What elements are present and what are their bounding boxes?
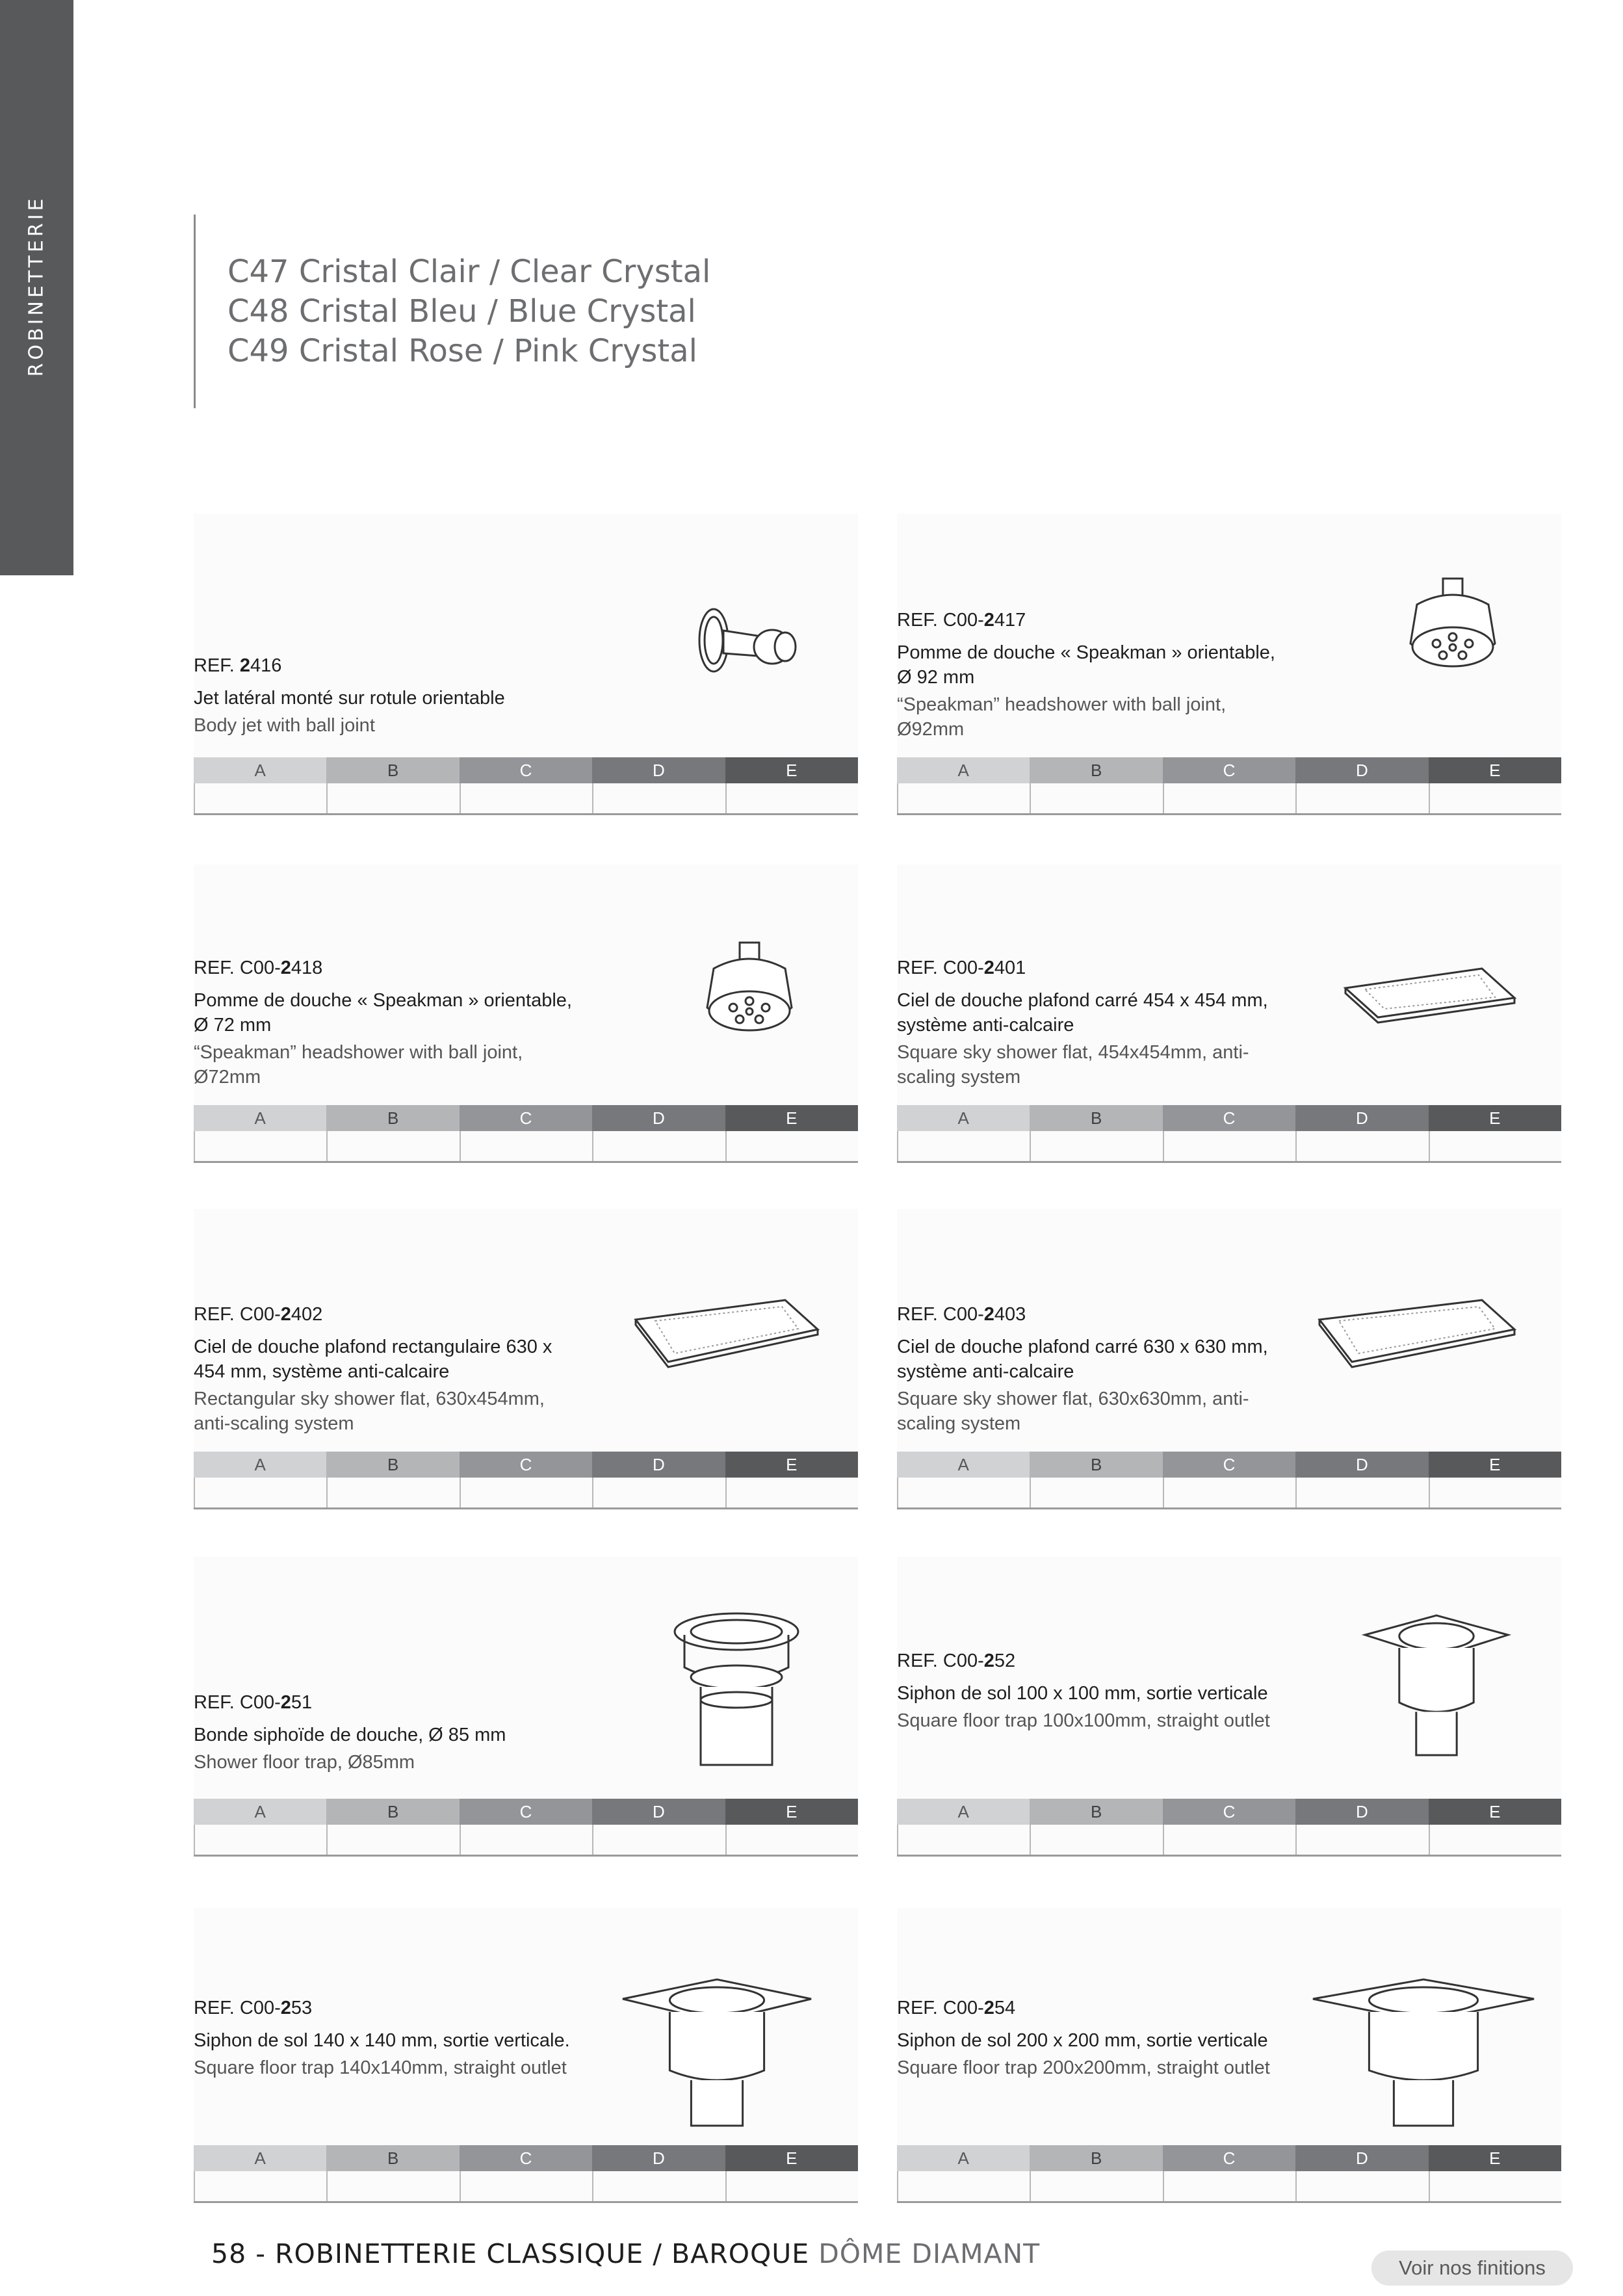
product-texts: [897, 608, 1287, 742]
finish-header-d: D: [1295, 1105, 1428, 1131]
finish-table: [897, 2145, 1561, 2202]
finish-header-e: E: [1429, 2145, 1561, 2171]
finish-cell-a: [897, 1478, 1030, 1507]
finish-header-b: B: [326, 1105, 459, 1131]
product-description-fr: Ciel de douche plafond carré 630 x 630 mm, système anti-calcaire: [897, 1337, 1268, 1382]
finish-cell-e: [725, 783, 858, 813]
finish-header-d: D: [592, 1105, 725, 1131]
product-card: [194, 865, 858, 1162]
sky-shower-large-icon: [1313, 1294, 1521, 1374]
finish-header-b: B: [1030, 2145, 1162, 2171]
side-tab: [0, 0, 73, 575]
finish-table-row: [194, 1131, 858, 1163]
product-ref: REF. C00-254: [897, 1998, 1016, 2018]
finish-header-c: C: [460, 2145, 592, 2171]
finish-cell-a: [194, 1825, 326, 1855]
square-floor-trap-large-icon: [1300, 1973, 1547, 2138]
product-texts: [194, 1996, 584, 2080]
finish-header-b: B: [326, 757, 459, 783]
product-ref: REF. C00-252: [897, 1650, 1016, 1671]
finish-header-d: D: [592, 757, 725, 783]
finish-header-e: E: [1429, 757, 1561, 783]
finish-cell-a: [897, 1825, 1030, 1855]
product-description-fr: Jet latéral monté sur rotule orientable: [194, 688, 505, 709]
product-card: [897, 514, 1561, 815]
finish-header-a: A: [897, 2145, 1030, 2171]
product-description-en: Square floor trap 140x140mm, straight outlet: [194, 2057, 567, 2078]
finish-table: [194, 1105, 858, 1162]
finish-table-header: [897, 2145, 1561, 2171]
product-ref: REF. C00-2417: [897, 610, 1026, 631]
finish-table-row: [897, 2171, 1561, 2203]
product-ref: REF. C00-251: [194, 1692, 313, 1713]
product-card: [194, 1557, 858, 1856]
finish-cell-d: [592, 2171, 725, 2201]
product-texts: [194, 1690, 584, 1775]
product-description-fr: Siphon de sol 140 x 140 mm, sortie verticale.: [194, 2030, 570, 2051]
product-description-en: Shower floor trap, Ø85mm: [194, 1752, 415, 1773]
finish-cell-b: [1030, 2171, 1162, 2201]
finish-cell-a: [194, 2171, 326, 2201]
page-number: 58: [211, 2238, 247, 2269]
finish-header-e: E: [1429, 1105, 1561, 1131]
product-card: [194, 1908, 858, 2202]
product-card: [897, 865, 1561, 1162]
finish-cell-d: [1295, 2171, 1428, 2201]
title-line-blue-crystal: C48 Cristal Bleu / Blue Crystal: [227, 293, 696, 330]
finish-cell-b: [1030, 1825, 1162, 1855]
finish-header-a: A: [194, 757, 326, 783]
product-card: [194, 1209, 858, 1509]
product-card: [897, 1209, 1561, 1509]
finish-table: [897, 1799, 1561, 1856]
product-description-en: “Speakman” headshower with ball joint, Ø92mm: [897, 694, 1227, 740]
finish-header-c: C: [1163, 2145, 1295, 2171]
product-description-en: Square floor trap 100x100mm, straight outlet: [897, 1710, 1270, 1731]
finish-header-b: B: [326, 1799, 459, 1825]
finish-header-c: C: [1163, 1799, 1295, 1825]
finish-cell-a: [194, 1478, 326, 1507]
finish-cell-e: [1429, 1131, 1561, 1161]
finish-header-a: A: [194, 1799, 326, 1825]
product-description-fr: Ciel de douche plafond carré 454 x 454 mm, système anti-calcaire: [897, 990, 1268, 1036]
product-texts: [194, 653, 584, 738]
product-ref: REF. C00-2402: [194, 1304, 323, 1325]
finish-header-b: B: [1030, 1452, 1162, 1478]
finish-cell-c: [1163, 783, 1295, 813]
finish-table-header: [897, 1105, 1561, 1131]
finish-cell-b: [326, 1478, 459, 1507]
finish-cell-e: [725, 1825, 858, 1855]
product-description-fr: Pomme de douche « Speakman » orientable, Ø 92 mm: [897, 642, 1275, 688]
finish-cell-c: [1163, 1825, 1295, 1855]
finish-table: [897, 1452, 1561, 1509]
finish-header-e: E: [725, 1452, 858, 1478]
finish-header-e: E: [725, 2145, 858, 2171]
finish-title-block: [227, 252, 710, 371]
finish-table-header: [194, 1105, 858, 1131]
finish-header-e: E: [725, 1799, 858, 1825]
finish-cell-d: [1295, 1825, 1428, 1855]
product-texts: [194, 956, 584, 1089]
product-description-en: Rectangular sky shower flat, 630x454mm, anti-scaling system: [194, 1389, 545, 1434]
finish-header-d: D: [1295, 757, 1428, 783]
finish-header-a: A: [194, 1105, 326, 1131]
finish-table: [194, 1452, 858, 1509]
finish-table-header: [194, 2145, 858, 2171]
finish-cell-b: [1030, 1478, 1162, 1507]
finish-table-header: [194, 1452, 858, 1478]
finish-header-a: A: [897, 1105, 1030, 1131]
finish-cell-c: [460, 1131, 592, 1161]
footer-collection: DÔME DIAMANT: [818, 2238, 1041, 2269]
finish-header-b: B: [1030, 1105, 1162, 1131]
finish-header-c: C: [1163, 1452, 1295, 1478]
finish-cell-c: [1163, 2171, 1295, 2201]
product-texts: [194, 1302, 584, 1436]
finish-cell-d: [592, 1825, 725, 1855]
finish-cell-e: [725, 1478, 858, 1507]
product-description-en: Body jet with ball joint: [194, 715, 375, 736]
finish-cell-e: [1429, 2171, 1561, 2201]
finish-table-row: [897, 1825, 1561, 1857]
finish-cell-b: [326, 783, 459, 813]
finish-cell-b: [326, 1825, 459, 1855]
finish-header-b: B: [326, 2145, 459, 2171]
finish-cell-c: [460, 1825, 592, 1855]
product-texts: [897, 1649, 1287, 1733]
finish-cell-d: [592, 783, 725, 813]
finish-header-b: B: [1030, 1799, 1162, 1825]
finish-header-a: A: [194, 2145, 326, 2171]
finish-table: [897, 757, 1561, 815]
product-ref: REF. 2416: [194, 655, 282, 676]
finish-header-c: C: [460, 1105, 592, 1131]
finish-table-row: [194, 2171, 858, 2203]
product-description-en: Square sky shower flat, 454x454mm, anti-scaling system: [897, 1042, 1249, 1088]
finish-table-row: [194, 1825, 858, 1857]
sky-shower-rect-icon: [629, 1294, 824, 1374]
finish-table: [897, 1105, 1561, 1162]
title-rule: [194, 215, 196, 408]
finish-cell-d: [1295, 783, 1428, 813]
finish-table-row: [194, 1478, 858, 1509]
product-card: [897, 1908, 1561, 2202]
finish-cell-b: [1030, 1131, 1162, 1161]
finish-header-c: C: [460, 757, 592, 783]
finish-cell-e: [1429, 1478, 1561, 1507]
finish-table: [194, 1799, 858, 1856]
finish-header-a: A: [897, 1452, 1030, 1478]
finish-cell-c: [1163, 1131, 1295, 1161]
finish-cell-a: [897, 1131, 1030, 1161]
finish-cell-b: [326, 1131, 459, 1161]
finish-table-row: [897, 1131, 1561, 1163]
product-ref: REF. C00-2403: [897, 1304, 1026, 1325]
finish-cell-c: [1163, 1478, 1295, 1507]
finish-header-e: E: [725, 757, 858, 783]
title-line-pink-crystal: C49 Cristal Rose / Pink Crystal: [227, 333, 697, 369]
finish-header-d: D: [1295, 1799, 1428, 1825]
finish-cell-e: [725, 2171, 858, 2201]
finish-header-a: A: [897, 757, 1030, 783]
finish-table: [194, 757, 858, 815]
finish-cell-c: [460, 2171, 592, 2201]
finish-table-header: [897, 1799, 1561, 1825]
finish-cell-c: [460, 1478, 592, 1507]
product-ref: REF. C00-253: [194, 1998, 313, 2018]
finish-cell-a: [194, 1131, 326, 1161]
headshower-large-icon: [1391, 572, 1514, 679]
side-tab-label: ROBINETTERIE: [25, 195, 48, 377]
page-footer: 58 - ROBINETTERIE CLASSIQUE / BAROQUE DÔME DIAMANT: [211, 2238, 1041, 2269]
finish-header-c: C: [1163, 1105, 1295, 1131]
product-ref: REF. C00-2418: [194, 958, 323, 978]
product-texts: [897, 956, 1287, 1089]
finish-cell-d: [592, 1131, 725, 1161]
finish-table-header: [194, 1799, 858, 1825]
finish-cell-b: [1030, 783, 1162, 813]
voir-finitions-button[interactable]: Voir nos finitions: [1371, 2250, 1573, 2286]
finish-header-c: C: [460, 1452, 592, 1478]
finish-header-d: D: [1295, 1452, 1428, 1478]
product-description-fr: Pomme de douche « Speakman » orientable, Ø 72 mm: [194, 990, 572, 1036]
product-texts: [897, 1302, 1287, 1436]
headshower-small-icon: [688, 936, 811, 1036]
finish-table-row: [897, 1478, 1561, 1509]
finish-cell-b: [326, 2171, 459, 2201]
finish-header-d: D: [1295, 2145, 1428, 2171]
finish-cell-d: [1295, 1131, 1428, 1161]
finish-header-e: E: [1429, 1452, 1561, 1478]
product-description-fr: Bonde siphoïde de douche, Ø 85 mm: [194, 1725, 506, 1745]
finish-table: [194, 2145, 858, 2202]
finish-table-header: [897, 1452, 1561, 1478]
square-floor-trap-small-icon: [1352, 1609, 1521, 1768]
product-ref: REF. C00-2401: [897, 958, 1026, 978]
finish-header-a: A: [897, 1799, 1030, 1825]
product-description-en: “Speakman” headshower with ball joint, Ø72mm: [194, 1042, 523, 1088]
title-line-clear-crystal: C47 Cristal Clair / Clear Crystal: [227, 254, 711, 290]
finish-header-e: E: [725, 1105, 858, 1131]
finish-cell-a: [194, 783, 326, 813]
finish-cell-a: [897, 2171, 1030, 2201]
finish-cell-d: [1295, 1478, 1428, 1507]
finish-header-b: B: [326, 1452, 459, 1478]
finish-header-a: A: [194, 1452, 326, 1478]
body-jet-icon: [688, 592, 811, 692]
finish-cell-d: [592, 1478, 725, 1507]
product-description-en: Square sky shower flat, 630x630mm, anti-scaling system: [897, 1389, 1249, 1434]
finish-header-b: B: [1030, 757, 1162, 783]
finish-table-row: [194, 783, 858, 815]
square-floor-trap-medium-icon: [610, 1973, 824, 2138]
finish-cell-e: [1429, 1825, 1561, 1855]
finish-header-c: C: [1163, 757, 1295, 783]
finish-cell-c: [460, 783, 592, 813]
product-description-fr: Siphon de sol 100 x 100 mm, sortie verticale: [897, 1683, 1268, 1704]
product-texts: [897, 1996, 1287, 2080]
finish-cell-e: [1429, 783, 1561, 813]
finish-header-d: D: [592, 1799, 725, 1825]
finish-table-header: [194, 757, 858, 783]
footer-section: ROBINETTERIE CLASSIQUE / BAROQUE: [275, 2238, 819, 2269]
finish-cell-a: [897, 783, 1030, 813]
product-description-fr: Siphon de sol 200 x 200 mm, sortie verticale: [897, 2030, 1268, 2051]
finish-header-c: C: [460, 1799, 592, 1825]
finish-header-e: E: [1429, 1799, 1561, 1825]
product-card: [194, 514, 858, 815]
finish-table-header: [897, 757, 1561, 783]
finish-header-d: D: [592, 1452, 725, 1478]
finish-cell-e: [725, 1131, 858, 1161]
product-card: [897, 1557, 1561, 1856]
finish-header-d: D: [592, 2145, 725, 2171]
product-description-fr: Ciel de douche plafond rectangulaire 630 x 454 mm, système anti-calcaire: [194, 1337, 552, 1382]
round-floor-trap-icon: [662, 1609, 811, 1787]
sky-shower-square-icon: [1339, 962, 1521, 1030]
product-description-en: Square floor trap 200x200mm, straight outlet: [897, 2057, 1270, 2078]
finish-table-row: [897, 783, 1561, 815]
